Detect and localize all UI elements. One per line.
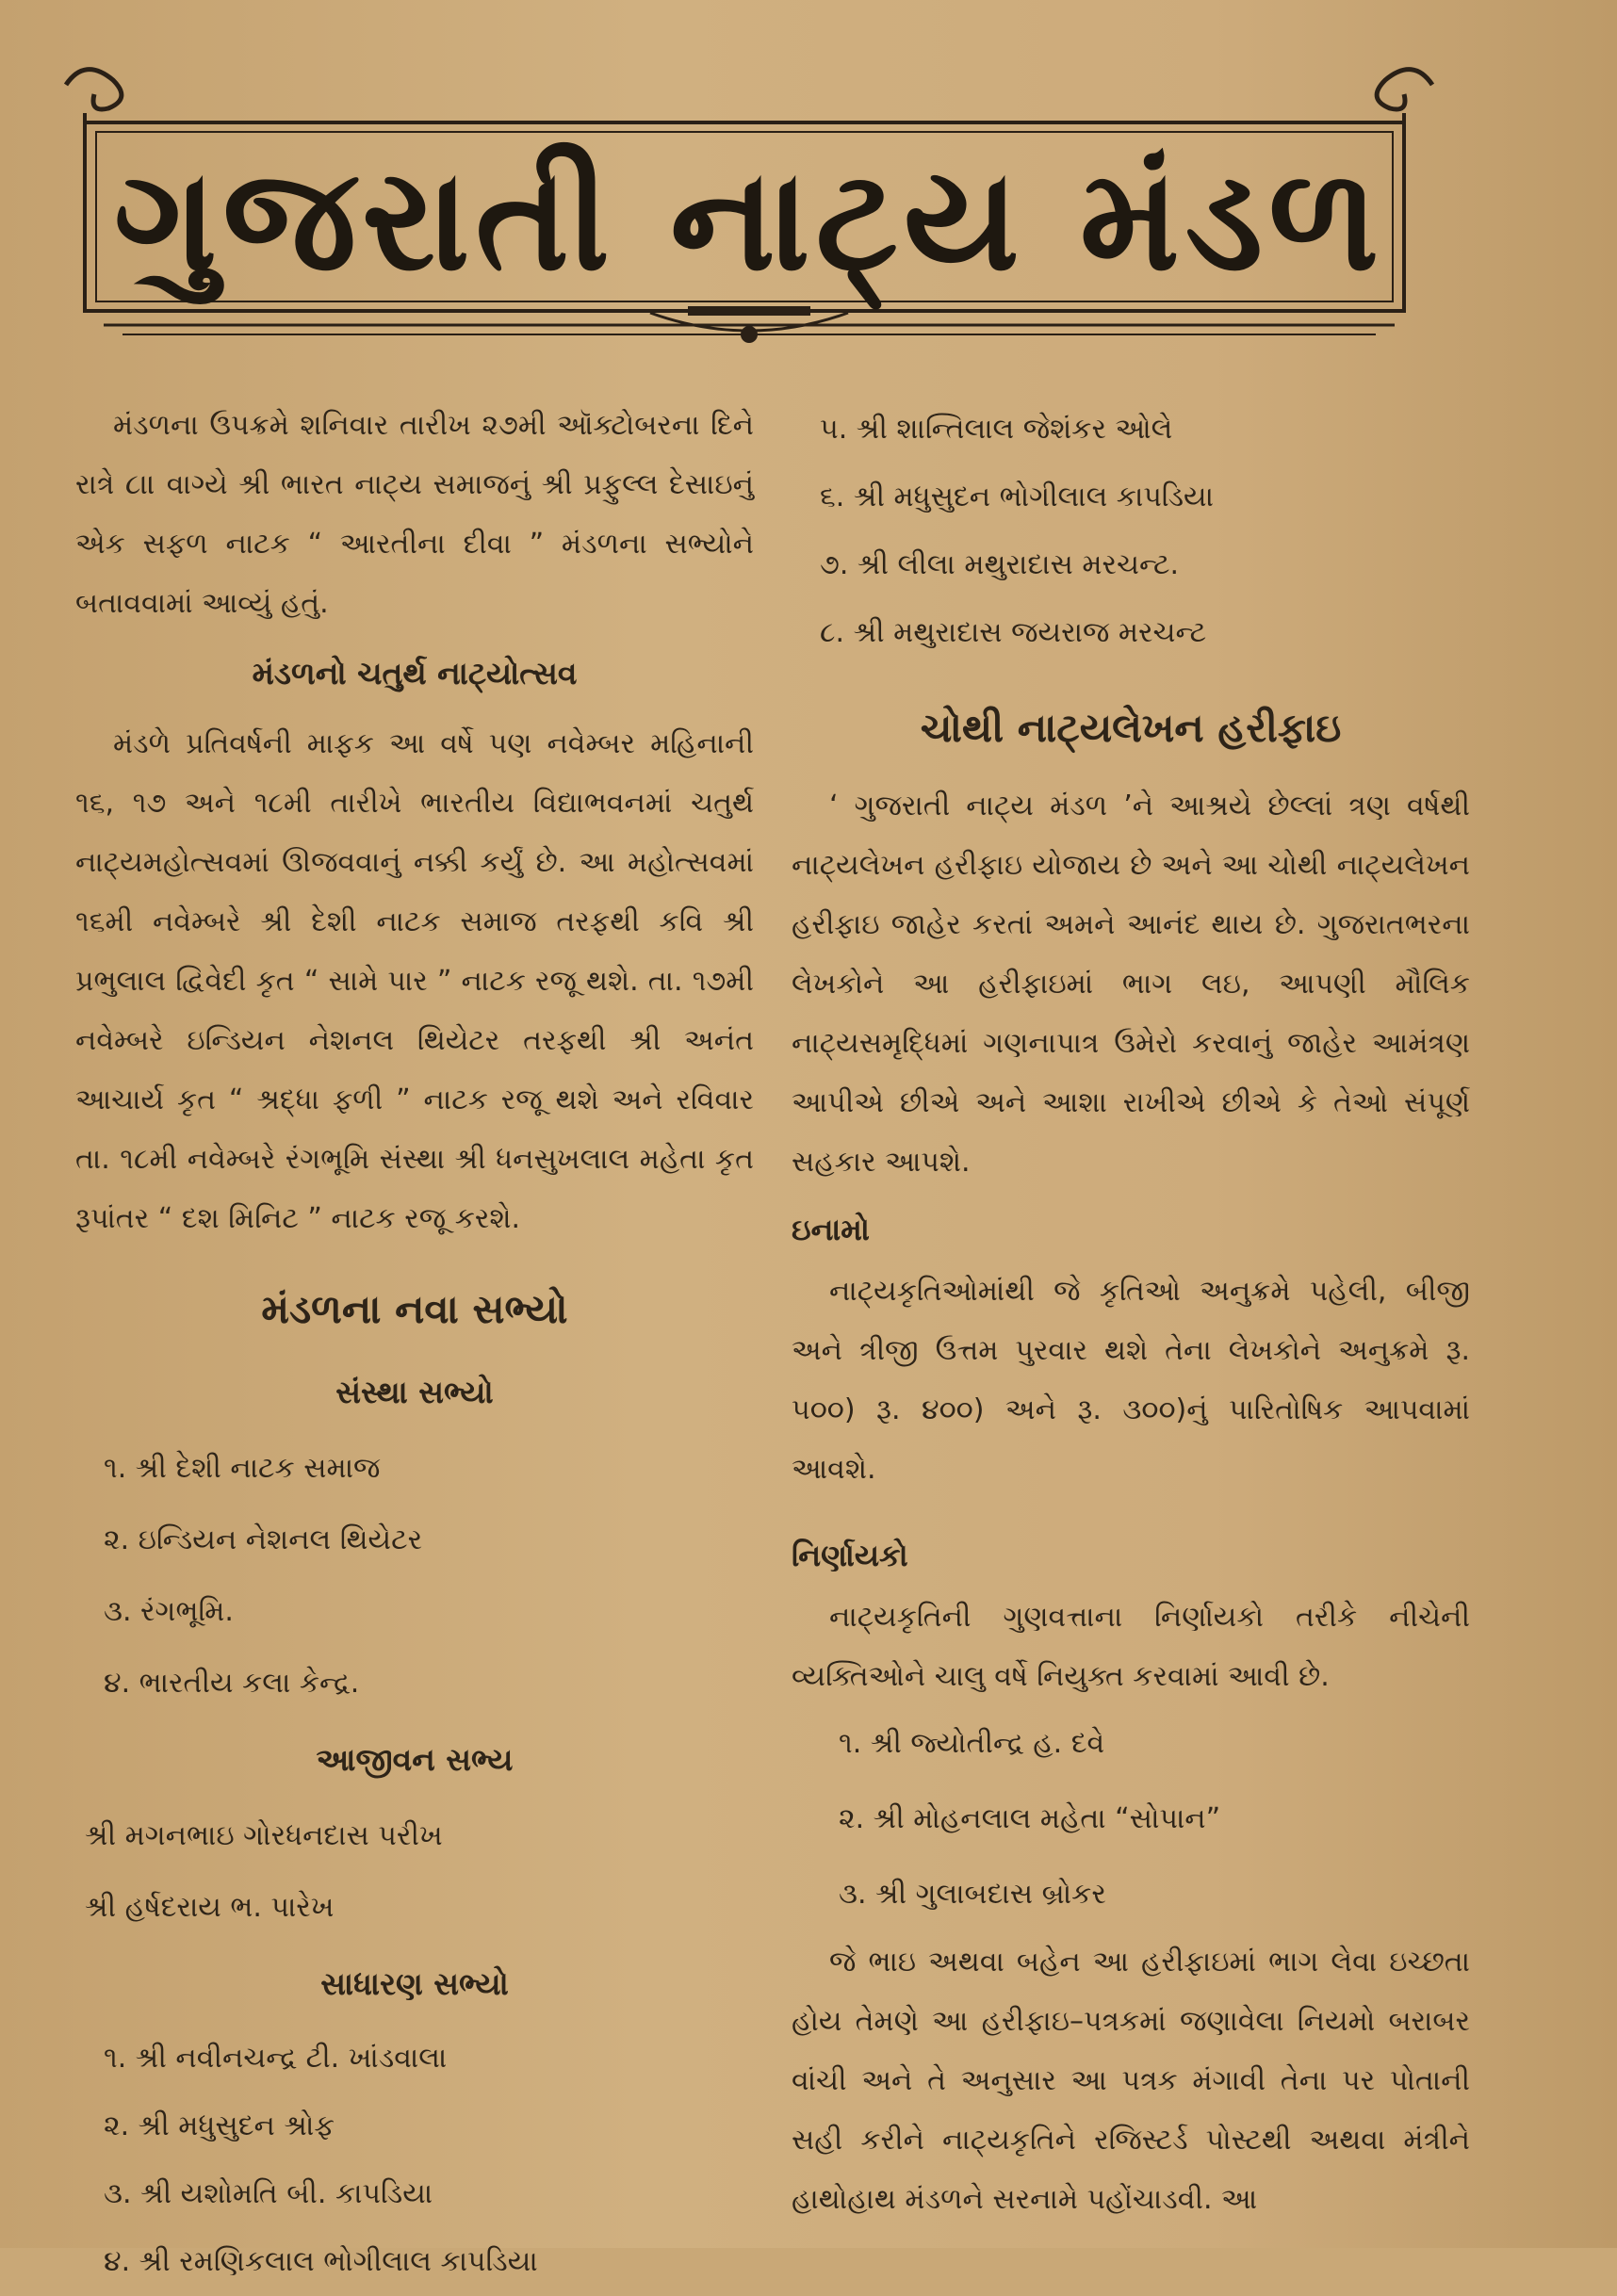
masthead: [66, 66, 1432, 349]
list-item: શ્રી મગનભાઇ ગોરધનદાસ પરીખ: [85, 1819, 443, 1852]
list-item: ૧. શ્રી નવીનચન્દ્ર ટી. ખાંડવાલા: [104, 2042, 448, 2075]
list-item: શ્રી હર્ષદરાય ભ. પારેખ: [85, 1891, 335, 1924]
intro-paragraph: મંડળના ઉપક્રમે શનિવાર તારીખ ૨૭મી ઑક્ટોબરના દિને રાત્રે ૮॥ વાગ્યે શ્રી ભારત નાટ્ય સમાજનું શ્રી પ્રફુલ્લ દેસાઇનું એક સફળ નાટક “ આરતીના દીવા ” મંડળના સભ્યોને બતાવવામાં આવ્યું હતું.: [75, 409, 754, 620]
contest-paragraph: ‘ ગુજરાતી નાટ્ય મંડળ ’ને આશ્રયે છેલ્લાં ત્રણ વર્ષથી નાટ્યલેખન હરીફાઇ યોજાય છે અને આ ચોથી નાટ્યલેખન હરીફાઇ જાહેર કરતાં અમને આનંદ થાય છે. ગુજરાતભરના લેખકોને આ હરીફાઇમાં ભાગ લઇ, આપણી મૌલિક નાટ્યસમૃદ્ધિમાં ગણનાપાત્ર ઉમેરો કરવાનું જાહેર આમંત્રણ આપીએ છીએ અને આશા રાખીએ છીએ કે તેઓ સંપૂર્ણ સહકાર આપશે.: [792, 790, 1470, 1179]
judges-heading: નિર્ણાયકો: [792, 1538, 908, 1573]
list-item: ૩. શ્રી યશોમતિ બી. કાપડિયા: [104, 2177, 433, 2210]
list-item: ૨. શ્રી મોહનલાલ મહેતા “સોપાન”: [839, 1802, 1221, 1835]
contest-heading: ચોથી નાટ્યલેખન હરીફાઇ: [920, 705, 1342, 751]
institution-members-list: [75, 1433, 754, 1719]
list-item: ૪. શ્રી રમણિકલાલ ભોગીલાલ કાપડિયા: [104, 2245, 538, 2278]
festival-paragraph: મંડળે પ્રતિવર્ષની માફક આ વર્ષે પણ નવેમ્બર મહિનાની ૧૬, ૧૭ અને ૧૮મી તારીખે ભારતીય વિદ્યાભવનમાં ચતુર્થ નાટ્યમહોત્સવમાં ઊજવવાનું નક્કી કર્યું છે. આ મહોત્સવમાં ૧૬મી નવેમ્બરે શ્રી દેશી નાટક સમાજ તરફથી કવિ શ્રી પ્રભુલાલ દ્વિવેદી કૃત “ સામે પાર ” નાટક રજૂ થશે. તા. ૧૭મી નવેમ્બરે ઇન્ડિયન નેશનલ થિયેટર તરફથી શ્રી અનંત આચાર્ય કૃત “ શ્રદ્ધા ફળી ” નાટક રજૂ થશે અને રવિવાર તા. ૧૮મી નવેમ્બરે રંગભૂમિ સંસ્થા શ્રી ધનસુખલાલ મહેતા કૃત રૂપાંતર “ દશ મિનિટ ” નાટક રજૂ કરશે.: [75, 727, 754, 1235]
lifetime-members-list: [75, 1800, 754, 1944]
list-item: ૪. ભારતીય કલા કેન્દ્ર.: [104, 1667, 360, 1700]
list-item: ૩. રંગભૂમિ.: [104, 1595, 234, 1628]
list-item: ૬. શ્રી મધુસુદન ભોગીલાલ કાપડિયા: [820, 480, 1214, 513]
list-item: ૭. શ્રી લીલા મથુરાદાસ મરચન્ટ.: [820, 548, 1180, 581]
left-column: [75, 396, 754, 2296]
new-members-heading: મંડળના નવા સભ્યો: [261, 1286, 568, 1332]
judges-list: [792, 1706, 1470, 1932]
general-members-heading: સાધારણ સભ્યો: [320, 1965, 509, 2002]
list-item: ૧. શ્રી જ્યોતીન્દ્ર હ. દવે: [839, 1727, 1105, 1760]
lifetime-member-heading: આજીવન સભ્ય: [316, 1741, 514, 1778]
list-item: ૩. શ્રી ગુલાબદાસ બ્રોકર: [839, 1878, 1106, 1911]
list-item: ૫. શ્રી શાન્તિલાલ જેશંકર ઓલે: [820, 413, 1173, 446]
prizes-heading: ઇનામો: [792, 1212, 870, 1247]
list-item: ૮. શ્રી મથુરાદાસ જયરાજ મરચન્ટ: [820, 616, 1207, 649]
general-members-list-continued: [792, 396, 1470, 667]
list-item: ૧. શ્રી દેશી નાટક સમાજ: [104, 1452, 381, 1485]
general-members-list: [75, 2025, 754, 2296]
list-item: ૨. શ્રી મધુસુદન શ્રોફ: [104, 2109, 335, 2142]
festival-heading: મંડળનો ચતુર્થ નાટ્યોત્સવ: [252, 655, 578, 692]
closing-paragraph: જે ભાઇ અથવા બહેન આ હરીફાઇમાં ભાગ લેવા ઇચ્છતા હોય તેમણે આ હરીફાઇ–પત્રકમાં જણાવેલા નિયમો બરાબર વાંચી અને તે અનુસાર આ પત્રક મંગાવી તેના પર પોતાની સહી કરીને નાટ્યકૃતિને રજિસ્ટર્ડ પોસ્ટથી અથવા મંત્રીને હાથોહાથ મંડળને સરનામે પહોંચાડવી. આ: [792, 1946, 1470, 2216]
masthead-title: ગુજરાતી નાટ્ય મંડળ: [113, 138, 1385, 302]
institution-members-heading: સંસ્થા સભ્યો: [335, 1374, 494, 1410]
list-item: ૨. ઇન્ડિયન નેશનલ થિયેટર: [104, 1523, 423, 1556]
judges-paragraph: નાટ્યકૃતિની ગુણવત્તાના નિર્ણાયકો તરીકે નીચેની વ્યક્તિઓને ચાલુ વર્ષે નિયુક્ત કરવામાં આવી છે.: [792, 1601, 1470, 1693]
right-column: [792, 396, 1470, 2229]
prizes-paragraph: નાટ્યકૃતિઓમાંથી જે કૃતિઓ અનુક્રમે પહેલી, બીજી અને ત્રીજી ઉત્તમ પુરવાર થશે તેના લેખકોને અનુક્રમે રૂ. ૫૦૦) રૂ. ૪૦૦) અને રૂ. ૩૦૦)નું પારિતોષિક આપવામાં આવશે.: [792, 1275, 1470, 1486]
